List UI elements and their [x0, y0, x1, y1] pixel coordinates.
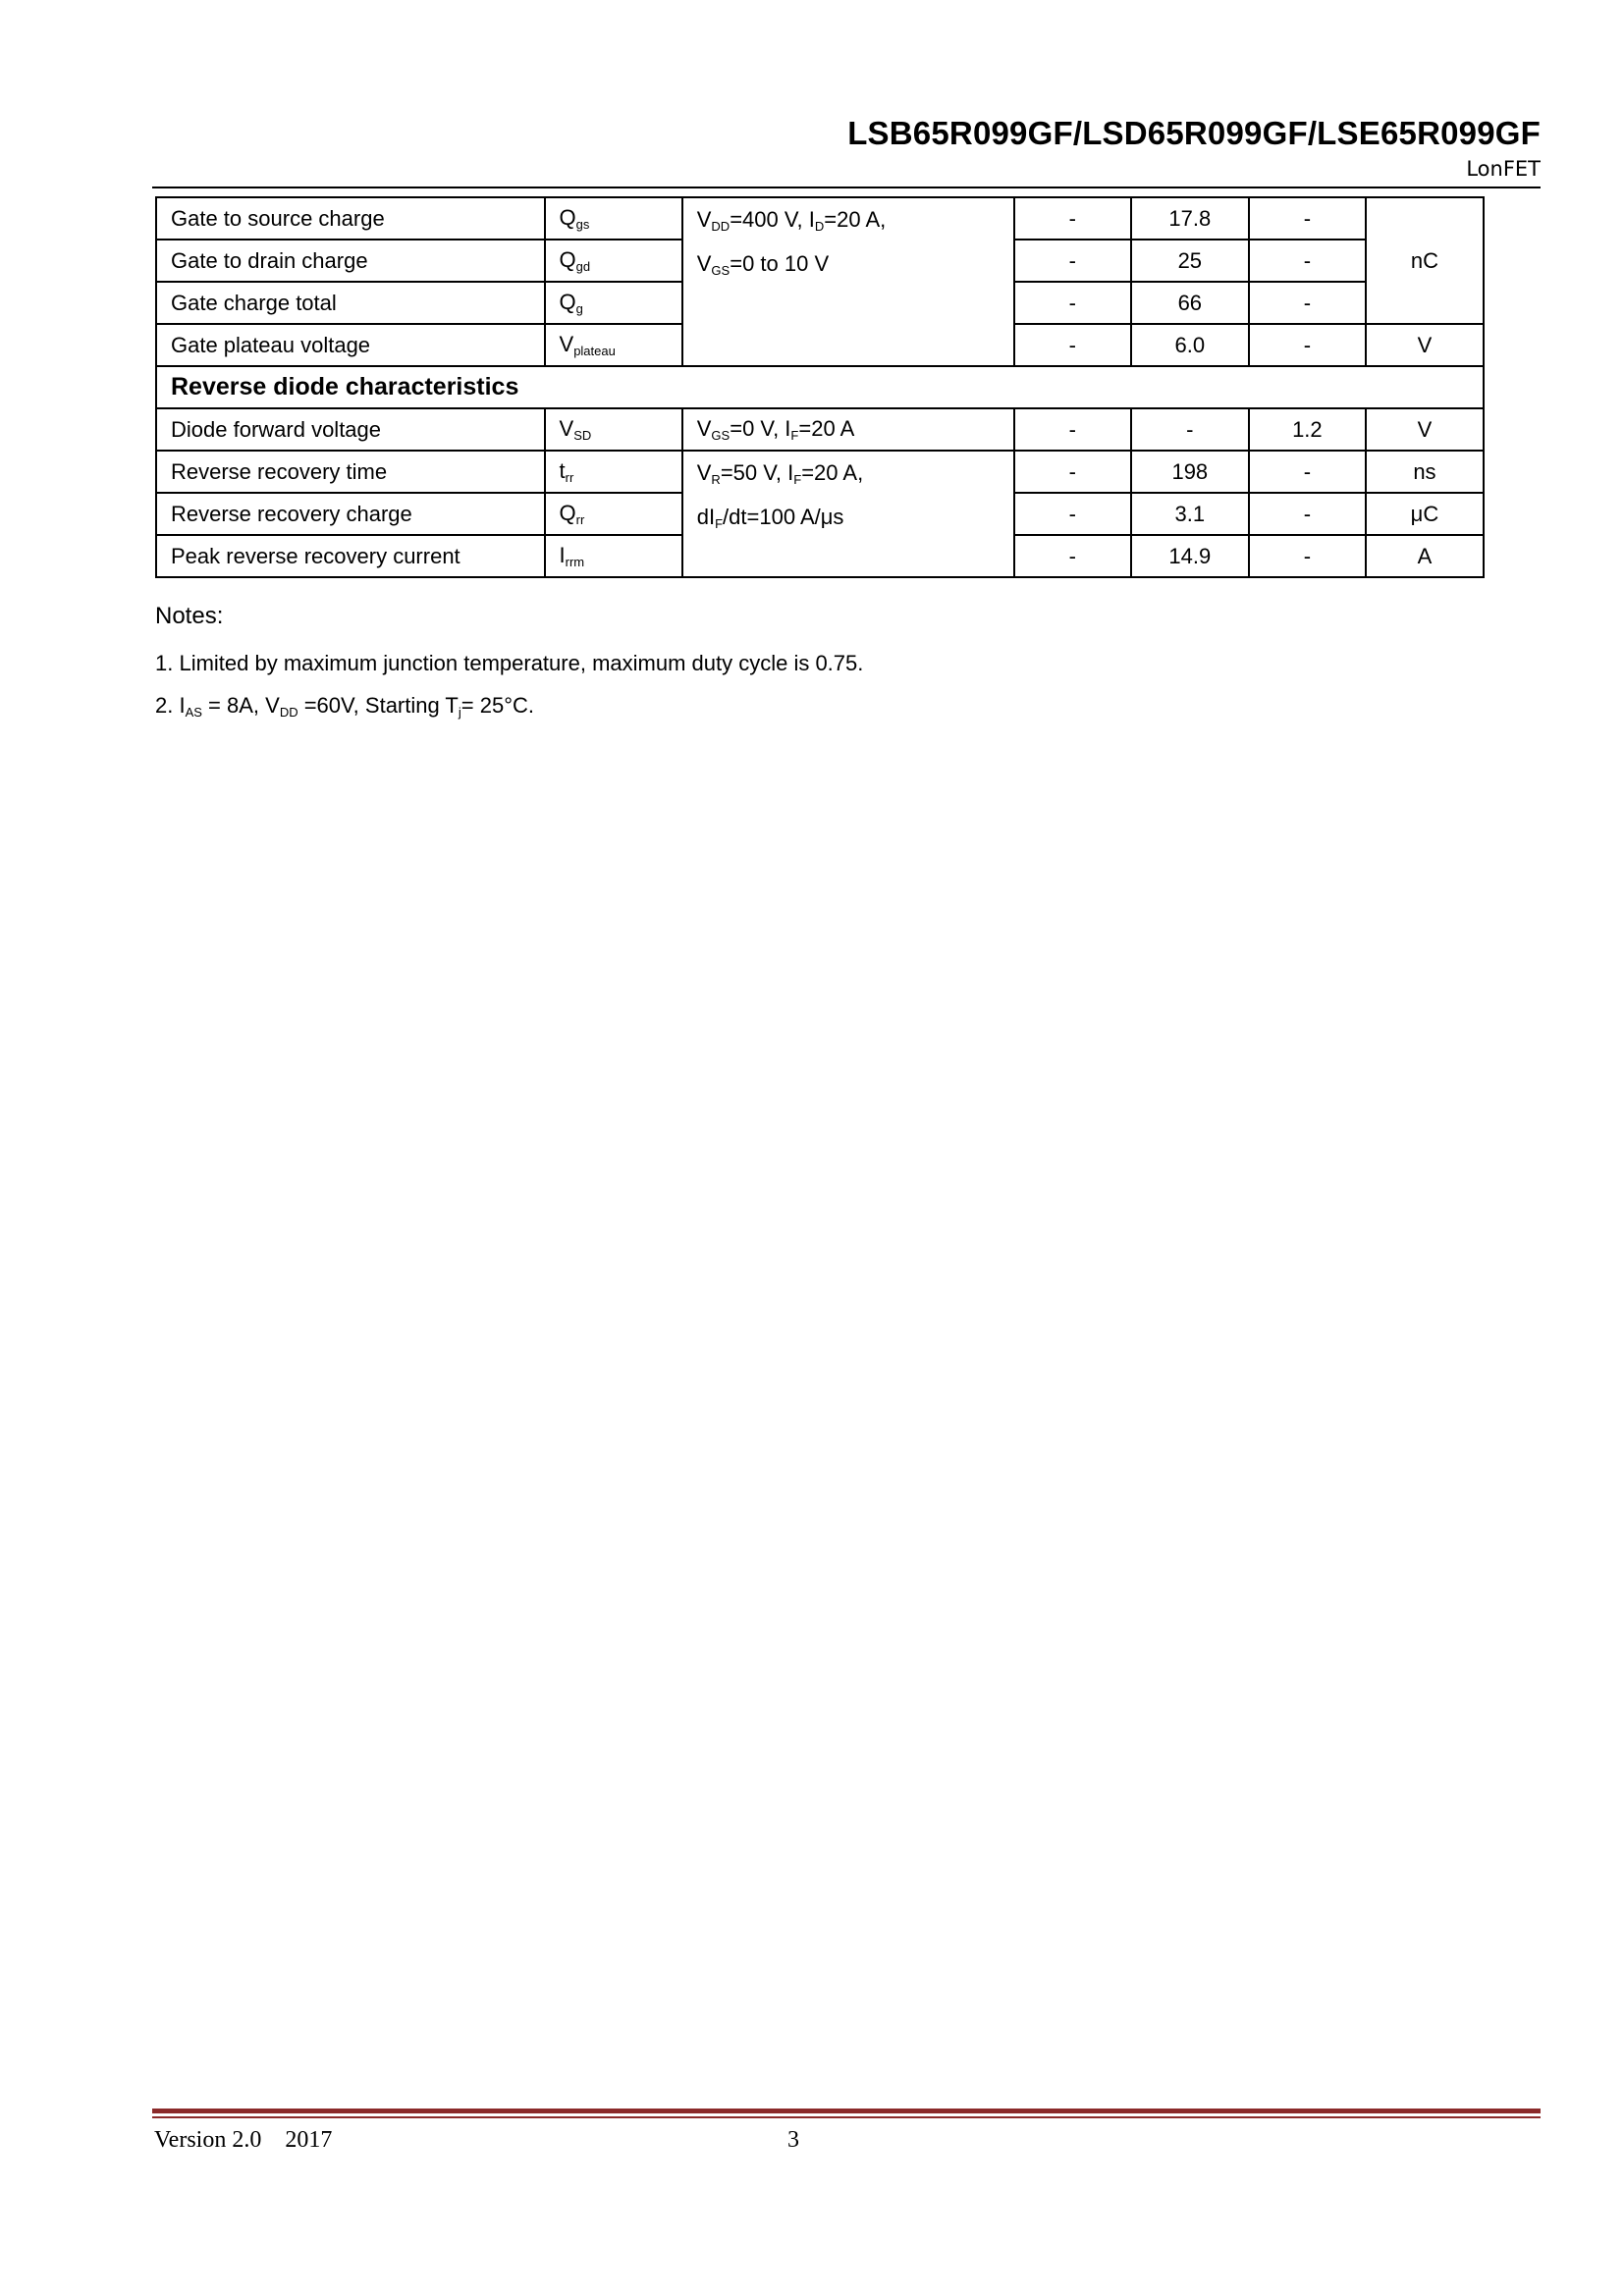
note-1: 1. Limited by maximum junction temperature, maximum duty cycle is 0.75.	[155, 651, 864, 675]
table-row	[156, 408, 1484, 451]
symbol-cell: $V_{SD}$	[545, 408, 682, 451]
parameter-cell: Gate plateau voltage	[156, 324, 545, 366]
section-heading: Reverse diode characteristics	[156, 366, 1484, 408]
typ-cell: 66	[1131, 282, 1249, 324]
max-cell: -	[1249, 535, 1366, 577]
parameter-cell: Gate charge total	[156, 282, 545, 324]
note-2: 2. $I_{AS} = 8A$, $V_{DD} =60V$, Starting $T_j= 25^\circ C$.	[155, 693, 534, 720]
parameter-cell: Reverse recovery time	[156, 451, 545, 493]
page-number: 3	[787, 2127, 799, 2153]
symbol-cell: $Q_g$	[545, 282, 682, 324]
min-cell: -	[1014, 282, 1131, 324]
condition-cell: $V_R=50$ V, $I_F=20$ A, $dI_F/dt=100$ A/μs	[682, 451, 1014, 577]
typ-cell: 198	[1131, 451, 1249, 493]
max-cell: -	[1249, 324, 1366, 366]
typ-cell: 6.0	[1131, 324, 1249, 366]
min-cell: -	[1014, 240, 1131, 282]
product-family-label: LonFET	[1466, 157, 1541, 181]
parameter-cell: Peak reverse recovery current	[156, 535, 545, 577]
typ-cell: 17.8	[1131, 197, 1249, 240]
max-cell: 1.2	[1249, 408, 1366, 451]
document-title: LSB65R099GF/LSD65R099GF/LSE65R099GF	[847, 115, 1541, 151]
min-cell: -	[1014, 324, 1131, 366]
symbol-cell: $V_{plateau}$	[545, 324, 682, 366]
table-row	[156, 197, 1484, 240]
symbol-cell: $t_{rr}$	[545, 451, 682, 493]
parameter-cell: Reverse recovery charge	[156, 493, 545, 535]
unit-cell: V	[1366, 324, 1484, 366]
characteristics-table	[155, 196, 1485, 578]
typ-cell: 14.9	[1131, 535, 1249, 577]
unit-cell: nC	[1366, 197, 1484, 324]
symbol-cell: $Q_{gs}$	[545, 197, 682, 240]
unit-cell: μC	[1366, 493, 1484, 535]
parameter-cell: Gate to source charge	[156, 197, 545, 240]
section-row	[156, 366, 1484, 408]
min-cell: -	[1014, 451, 1131, 493]
version-label: Version 2.0 2017	[154, 2127, 333, 2153]
min-cell: -	[1014, 408, 1131, 451]
header-divider	[152, 187, 1541, 188]
min-cell: -	[1014, 493, 1131, 535]
min-cell: -	[1014, 535, 1131, 577]
max-cell: -	[1249, 493, 1366, 535]
max-cell: -	[1249, 197, 1366, 240]
notes-heading: Notes:	[155, 603, 224, 629]
min-cell: -	[1014, 197, 1131, 240]
footer-divider-thick	[152, 2109, 1541, 2113]
parameter-cell: Diode forward voltage	[156, 408, 545, 451]
symbol-cell: $I_{rrm}$	[545, 535, 682, 577]
footer-divider-thin	[152, 2116, 1541, 2118]
typ-cell: -	[1131, 408, 1249, 451]
typ-cell: 25	[1131, 240, 1249, 282]
typ-cell: 3.1	[1131, 493, 1249, 535]
unit-cell: ns	[1366, 451, 1484, 493]
unit-cell: V	[1366, 408, 1484, 451]
max-cell: -	[1249, 451, 1366, 493]
condition-cell: $V_{GS}=0$ V, $I_F=20$ A	[682, 408, 1014, 451]
table-row	[156, 451, 1484, 493]
unit-cell: A	[1366, 535, 1484, 577]
symbol-cell: $Q_{gd}$	[545, 240, 682, 282]
symbol-cell: $Q_{rr}$	[545, 493, 682, 535]
condition-cell: $V_{DD}=400$ V, $I_D=20$ A, $V_{GS}=0$ to 10 V	[682, 197, 1014, 366]
max-cell: -	[1249, 282, 1366, 324]
parameter-cell: Gate to drain charge	[156, 240, 545, 282]
max-cell: -	[1249, 240, 1366, 282]
